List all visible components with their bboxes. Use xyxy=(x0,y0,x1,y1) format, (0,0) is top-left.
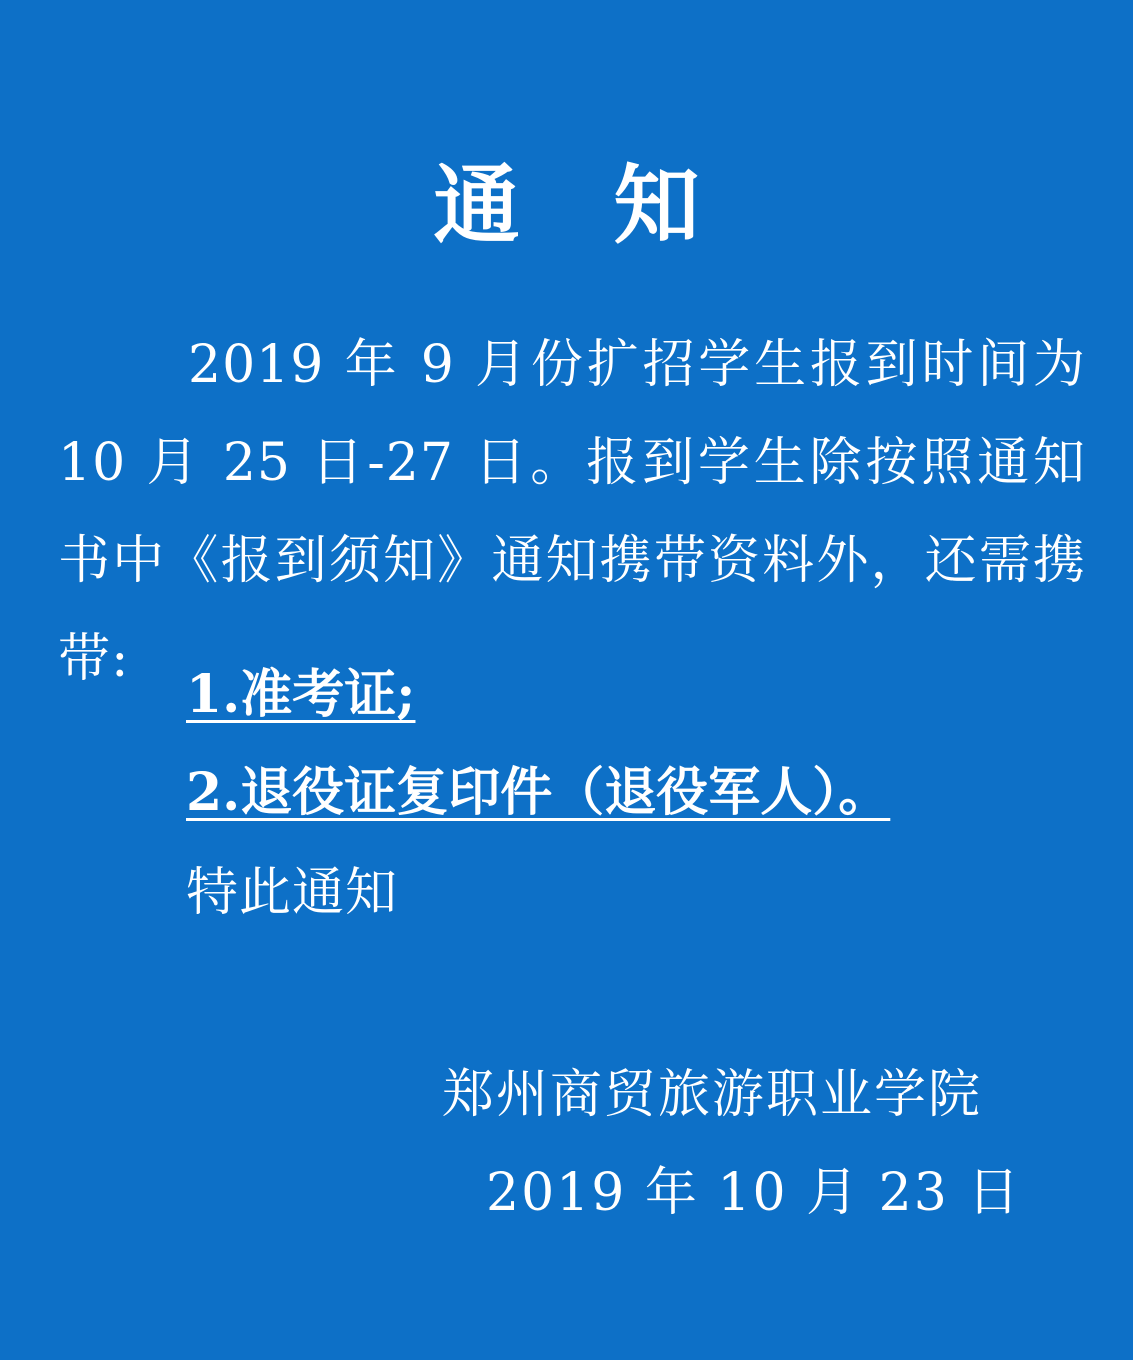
notice-date: 2019 年 10 月 23 日 xyxy=(486,1163,1022,1223)
title-character-zhi: 知 xyxy=(613,154,700,256)
notice-closing: 特此通知 xyxy=(186,863,399,923)
title-character-tong: 通 xyxy=(433,154,520,256)
notice-title xyxy=(0,156,1133,256)
required-item-veteran-certificate: 2.退役证复印件（退役军人）。 xyxy=(186,762,891,823)
notice-body-text: 2019 年 9 月份扩招学生报到时间为 10 月 25 日-27 日。报到学生除按照通知书中《报到须知》通知携带资料外，还需携带: xyxy=(58,335,1086,689)
required-item-admission-ticket: 1.准考证; xyxy=(186,664,416,725)
issuer-signature: 郑州商贸旅游职业学院 xyxy=(442,1065,983,1125)
